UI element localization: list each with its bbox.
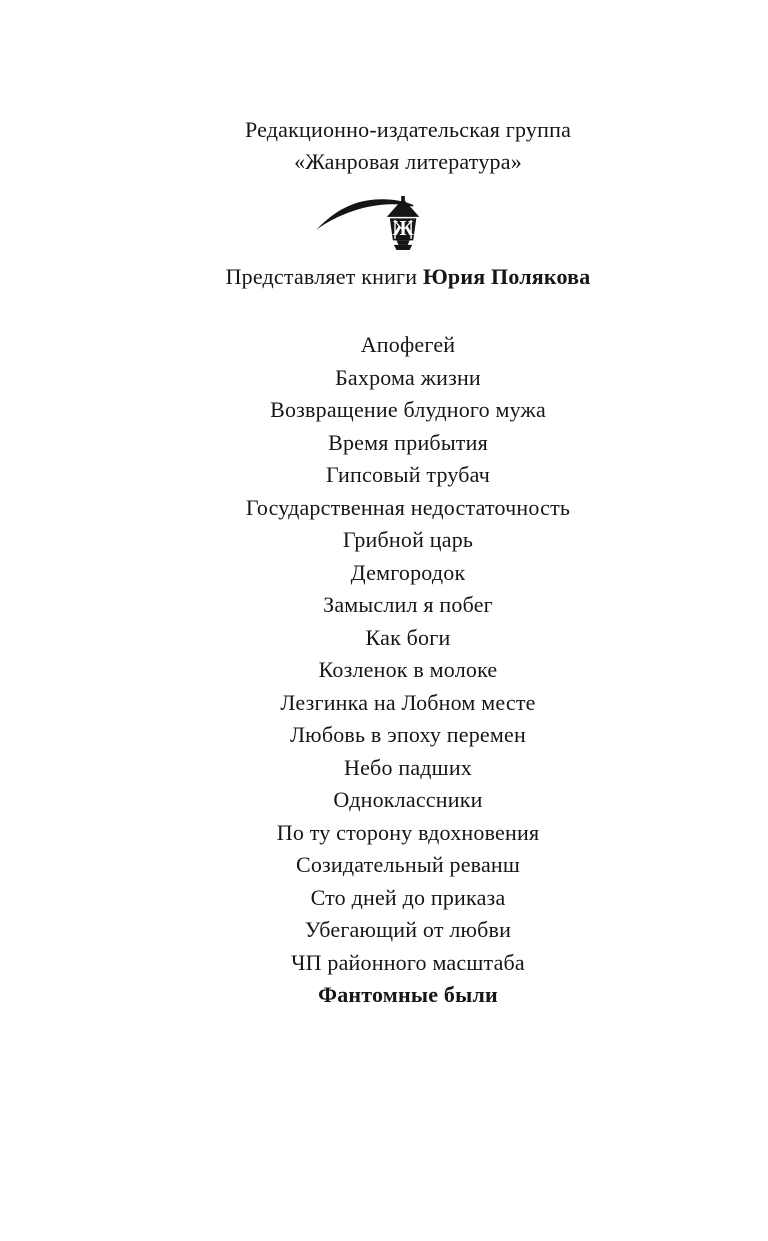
lantern-logo: [316, 192, 428, 252]
book-list-item: Апофегей: [360, 332, 456, 357]
book-list-item: Государственная недостаточность: [245, 494, 571, 520]
book-list-item: Убегающий от любви: [304, 917, 512, 942]
imprint-name-line: «Жанровая литература»: [294, 149, 522, 174]
author-name: Юрия Полякова: [422, 264, 591, 289]
book-list-item: Возвращение блудного мужа: [270, 397, 546, 422]
book-list-item: Фантомные были: [318, 982, 498, 1007]
book-list: [48, 329, 768, 1012]
publisher-header: [48, 114, 768, 178]
book-list-item: По ту сторону вдохновения: [276, 819, 540, 845]
book-list-item: Грибной царь: [342, 527, 474, 552]
lantern-letter: Ж: [392, 216, 414, 241]
book-list-item: Замыслил я побег: [323, 592, 493, 617]
book-list-item: Созидательный реванш: [295, 852, 521, 877]
book-list-item: Одноклассники: [333, 787, 483, 812]
book-list-item: Сто дней до приказа: [310, 884, 506, 910]
book-list-item: Любовь в эпоху перемен: [290, 722, 526, 747]
book-list-item: ЧП районного масштаба: [291, 949, 525, 975]
book-list-item: Как боги: [365, 624, 451, 650]
book-list-item: Гипсовый трубач: [325, 462, 491, 487]
lantern-logo-graphic: [316, 192, 428, 252]
book-list-item: Лезгинка на Лобном месте: [280, 689, 536, 715]
book-list-item: Время прибытия: [328, 429, 488, 455]
book-list-item: Бахрома жизни: [335, 364, 481, 390]
book-list-item: Небо падших: [344, 754, 472, 780]
presents-prefix: Представляет книги: [225, 264, 418, 289]
book-list-item: Демгородок: [350, 559, 466, 585]
presents-line: [48, 261, 768, 293]
publisher-group-line: Редакционно-издательская группа: [244, 117, 572, 142]
book-list-item: Козленок в молоке: [318, 657, 498, 682]
